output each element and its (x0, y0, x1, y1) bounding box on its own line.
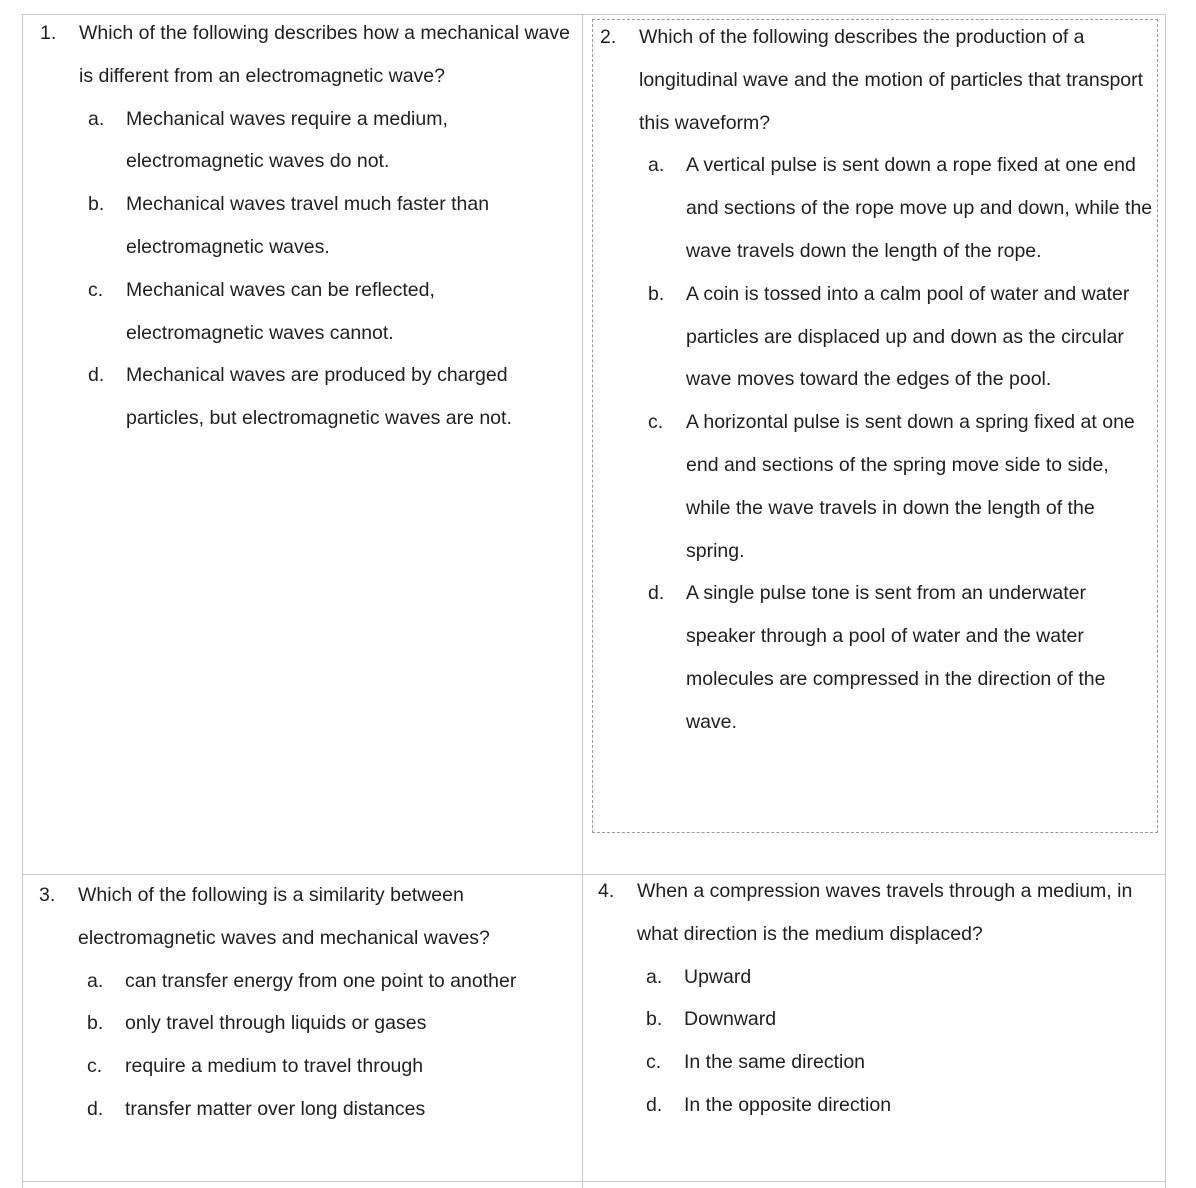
option-c[interactable] (87, 1045, 575, 1088)
question-number: 3. (39, 884, 56, 906)
question-stem: Which of the following describes the production of a longitudinal wave and the motion of particles that transport this waveform? (639, 26, 1144, 134)
question-1-cell (40, 12, 570, 440)
option-letter: b. (88, 193, 105, 216)
option-letter: d. (87, 1097, 104, 1120)
table-border-bottom (22, 1181, 1166, 1182)
option-letter: a. (87, 969, 104, 992)
question-3 (39, 874, 575, 1131)
option-text: A vertical pulse is sent down a rope fixed at one end and sections of the rope move up and down, while the wave travels down the length of the rope. (686, 154, 1153, 262)
question-stem: Which of the following is a similarity between electromagnetic waves and mechanical waves? (78, 884, 490, 949)
question-stem: Which of the following describes how a mechanical wave is different from an electromagnetic wave? (79, 22, 570, 87)
option-text: A horizontal pulse is sent down a spring fixed at one end and sections of the spring move side to side, while the wave travels in down the length of the spring. (686, 411, 1135, 562)
question-1 (40, 12, 570, 440)
question-stem: When a compression waves travels through a medium, in what direction is the medium displaced? (637, 880, 1133, 945)
question-4 (598, 870, 1156, 1127)
option-letter: d. (648, 582, 665, 605)
question-number: 2. (600, 26, 617, 48)
option-a[interactable] (646, 956, 1156, 999)
option-text: require a medium to travel through (125, 1055, 424, 1078)
option-text: In the same direction (684, 1051, 866, 1074)
option-text: Mechanical waves can be reflected, electromagnetic waves cannot. (126, 278, 435, 344)
option-text: transfer matter over long distances (125, 1097, 426, 1120)
option-letter: a. (648, 154, 665, 177)
question-2 (600, 16, 1156, 744)
option-letter: d. (88, 364, 105, 387)
option-letter: b. (87, 1012, 104, 1035)
option-a[interactable] (87, 960, 575, 1003)
option-d[interactable] (648, 572, 1156, 743)
option-d[interactable] (646, 1084, 1156, 1127)
table-border-right (1165, 14, 1166, 1188)
question-number: 4. (598, 880, 615, 902)
option-text: Mechanical waves are produced by charged particles, but electromagnetic waves are not. (126, 364, 512, 430)
table-divider-vertical (582, 14, 583, 1188)
option-b[interactable] (646, 998, 1156, 1041)
option-letter: c. (87, 1055, 103, 1078)
table-border-left (22, 14, 23, 1188)
option-a[interactable] (88, 98, 570, 184)
option-text: can transfer energy from one point to another (125, 969, 517, 992)
option-text: Upward (684, 965, 752, 988)
option-text: In the opposite direction (684, 1093, 892, 1116)
question-number: 1. (40, 22, 57, 44)
option-letter: c. (88, 278, 104, 301)
option-b[interactable] (88, 183, 570, 269)
option-letter: a. (646, 965, 663, 988)
option-d[interactable] (87, 1088, 575, 1131)
option-b[interactable] (87, 1002, 575, 1045)
question-2-cell (600, 16, 1156, 744)
option-text: A single pulse tone is sent from an underwater speaker through a pool of water and the water molecules are compressed in the direction of the wave. (686, 582, 1106, 733)
option-letter: c. (648, 411, 664, 434)
option-a[interactable] (648, 144, 1156, 272)
option-b[interactable] (648, 273, 1156, 401)
option-text: Mechanical waves require a medium, electromagnetic waves do not. (126, 107, 448, 173)
option-text: A coin is tossed into a calm pool of water and water particles are displaced up and down as the circular wave moves toward the edges of the pool. (686, 282, 1130, 391)
option-text: Downward (684, 1008, 777, 1031)
option-text: Mechanical waves travel much faster than electromagnetic waves. (126, 193, 490, 258)
option-d[interactable] (88, 354, 570, 440)
option-c[interactable] (646, 1041, 1156, 1084)
option-letter: a. (88, 107, 105, 130)
option-c[interactable] (648, 401, 1156, 572)
option-letter: b. (646, 1008, 663, 1031)
option-letter: c. (646, 1051, 662, 1074)
option-c[interactable] (88, 269, 570, 355)
question-3-cell (39, 874, 575, 1131)
question-4-cell (598, 870, 1156, 1127)
option-letter: d. (646, 1093, 663, 1116)
option-letter: b. (648, 282, 665, 305)
option-text: only travel through liquids or gases (125, 1012, 427, 1035)
